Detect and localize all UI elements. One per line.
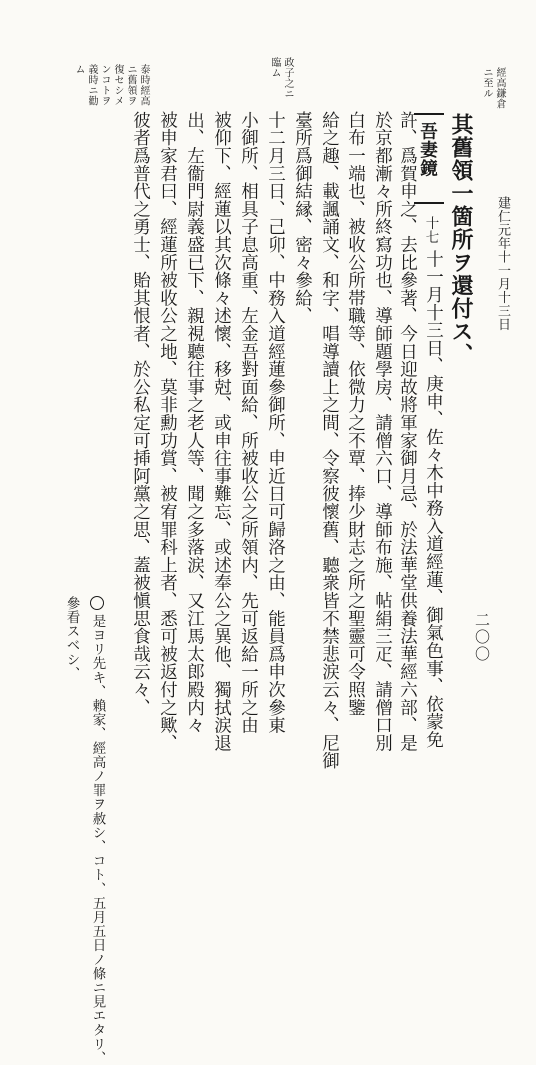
body-line-2: 許、爲賀申之、去比參著、今日迎故將軍家御月忌、於法華堂供養法華經六部、是: [397, 111, 418, 752]
body-line-6: 臺所爲御結縁、密々參給、: [292, 111, 313, 325]
citation-block: [414, 113, 444, 204]
body-line-12: 彼者爲普代之勇士、貽其恨者、於公私定可揷阿黨之思、蓋被愼思食哉云々、: [130, 111, 151, 717]
body-line-9: 被仰下、經蓮以其次條々述懷、移尅、或申往事難忘、或述奉公之異他、獨拭涙退: [211, 111, 232, 752]
margin-note-1b: ニ至ル: [481, 67, 492, 99]
body-line-7: 十二月三日、己卯、中務入道經蓮參御所、申近日可歸洛之由、能員爲申次參東: [265, 111, 286, 734]
page-number: 二〇〇: [473, 612, 491, 663]
article-title: 其舊領一箇所ヲ還付ス、: [448, 113, 474, 366]
body-line-4: 白布一端也、被收公所帯職等、依微力之不覃、捧少財志之所之聖靈可令照鑒: [345, 111, 366, 717]
body-line-1: 十一月十三日、庚申、佐々木中務入道經蓮、御氣色事、依蒙免: [423, 250, 444, 749]
margin-note-3c: 復セシメ: [112, 64, 123, 106]
body-line-5: 給之趣、載諷誦文、和字、唱導讀上之間、令察彼懷舊、聽衆皆不禁悲涙云々、尼御: [319, 111, 340, 770]
date-heading: 建仁元年十一月十三日: [495, 196, 510, 331]
note-line-2: 參看スベシ、: [63, 596, 80, 681]
margin-note-3f: ム: [73, 64, 84, 75]
body-line-3: 於京都漸々所終寫功也、導師題學房、請僧六口、導師布施、帖絹三疋、請僧口別: [372, 111, 393, 752]
margin-note-2b: 臨ム: [269, 57, 280, 78]
margin-note-3a: 泰時經高: [138, 64, 149, 106]
margin-note-3d: ンコトヲ: [99, 64, 110, 106]
circle-mark-icon: [90, 596, 104, 610]
body-line-8: 小御所、相具子息高重、左金吾對面給、所被收公之所領内、先可返給一所之由: [238, 111, 259, 734]
citation-source: 吾妻鏡: [417, 122, 438, 178]
margin-note-3b: ニ舊領ヲ: [125, 64, 136, 106]
citation-volume: 十七: [422, 216, 439, 245]
margin-note-1a: 經高鎌倉: [494, 67, 505, 109]
body-line-11: 被申家君曰、經蓮所被收公之地、莫非勳功賞、被宥罪科上者、悉可被返付之歟、: [157, 111, 178, 752]
body-line-10: 出、左衞門尉義盛已下、親視聽往事之老人等、聞之多落涙、又江馬太郎殿内々: [184, 111, 205, 734]
note-line-1: 是ヨリ先キ、賴家、經高ノ罪ヲ赦シ、コト、五月五日ノ條ニ見エタリ、: [89, 614, 106, 1065]
margin-note-3e: 義時ニ勸: [86, 64, 97, 106]
margin-note-2a: 政子之ニ: [282, 57, 293, 99]
